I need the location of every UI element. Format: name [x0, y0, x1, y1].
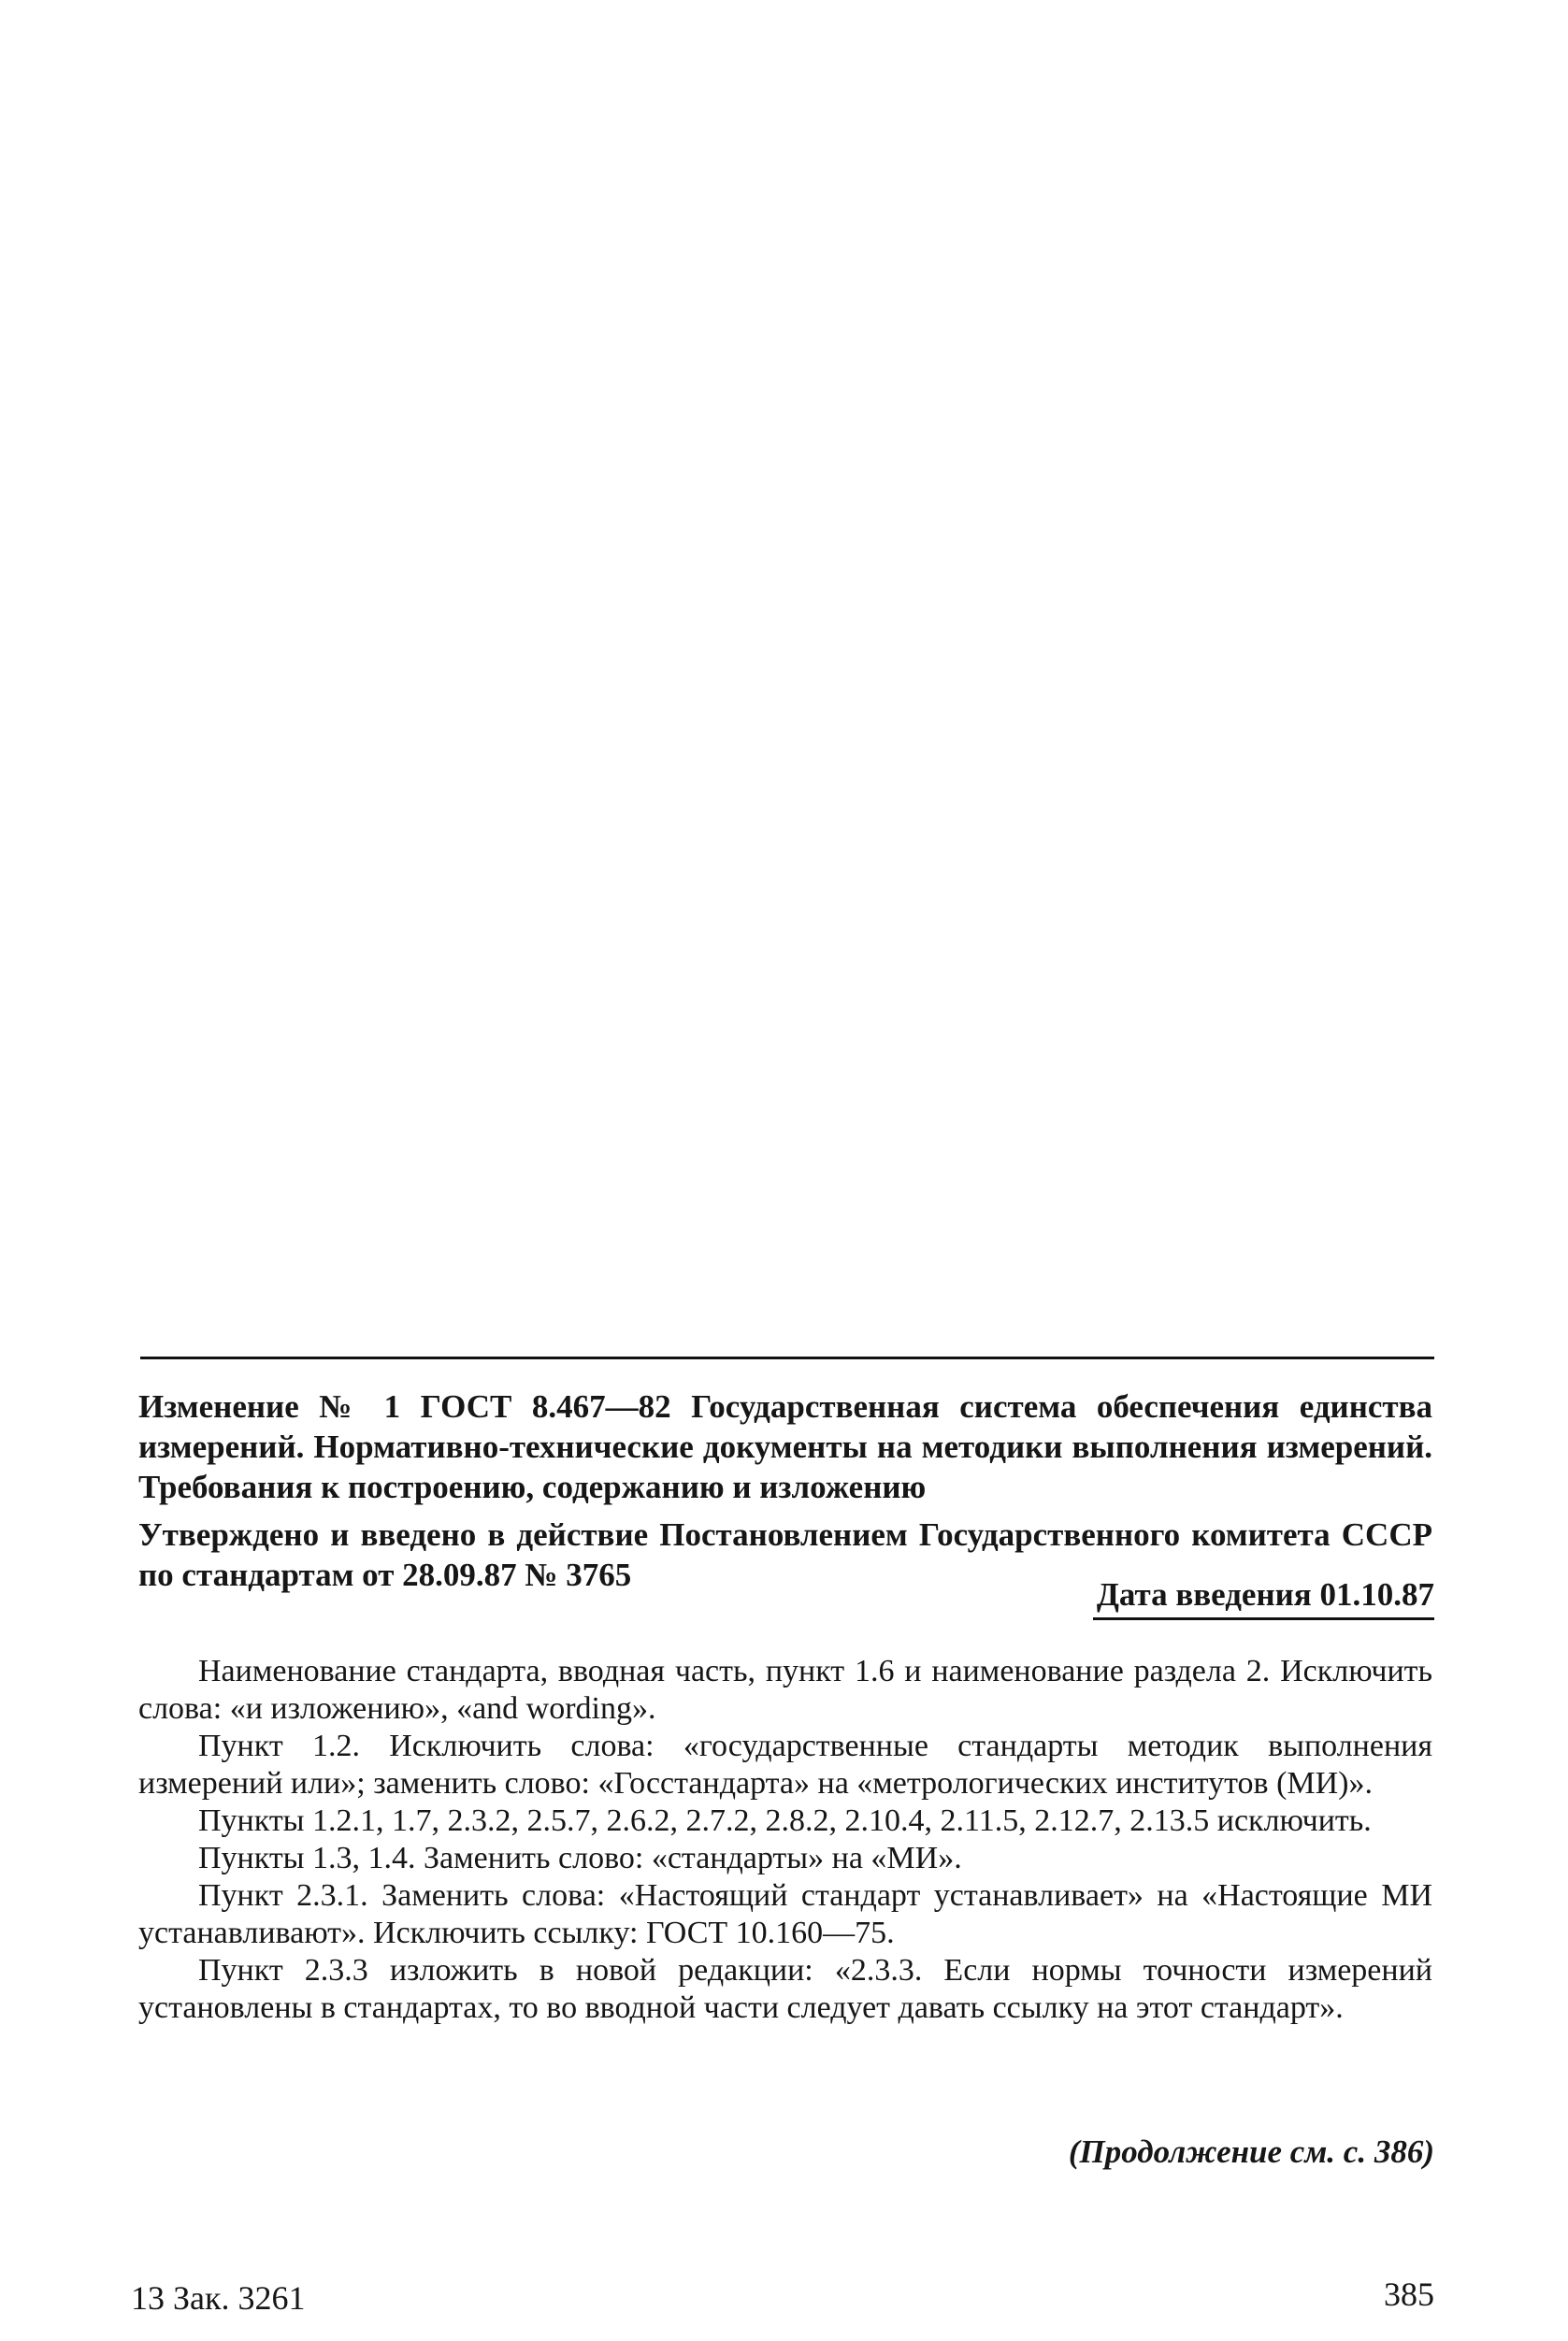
amendment-body: [138, 1653, 1432, 2027]
effective-date: Дата введения 01.10.87: [1093, 1576, 1434, 1620]
page-number: 385: [1384, 2276, 1434, 2313]
print-order-number: 13 Зак. 3261: [131, 2279, 306, 2317]
continuation-note: (Продолжение см. с. 386): [1068, 2133, 1434, 2170]
amendment-title: Изменение № 1 ГОСТ 8.467—82 Государственная система обеспечения единства измерений. Нормативно-технические документы на методики выполнения измерений. Требования к построению, содержанию и изложению: [138, 1388, 1432, 1505]
paragraph: Пункты 1.3, 1.4. Заменить слово: «стандарты» на «МИ».: [198, 1841, 962, 1875]
paragraph: Пункт 2.3.3 изложить в новой редакции: «2.3.3. Если нормы точности измерений установлены в стандартах, то во вводной части следует давать ссылку на этот стандарт».: [138, 1953, 1432, 2025]
effective-date-block: [1093, 1576, 1434, 1620]
paragraph: Пункты 1.2.1, 1.7, 2.3.2, 2.5.7, 2.6.2, 2.7.2, 2.8.2, 2.10.4, 2.11.5, 2.12.7, 2.13.5 исключить.: [198, 1803, 1372, 1838]
paragraph: Пункт 1.2. Исключить слова: «государственные стандарты методик выполнения измерений или»; заменить слово: «Госстандарта» на «метрологических институтов (МИ)».: [138, 1729, 1432, 1801]
approval-statement: Утверждено и введено в действие Постановлением Государственного комитета СССР по стандартам от 28.09.87 № 3765: [138, 1516, 1432, 1593]
paragraph: Наименование стандарта, вводная часть, пункт 1.6 и наименование раздела 2. Исключить слова: «и изложению», «and wording».: [138, 1654, 1432, 1726]
top-divider-rule: [140, 1357, 1434, 1359]
paragraph: Пункт 2.3.1. Заменить слова: «Настоящий стандарт устанавливает» на «Настоящие МИ устанавливают». Исключить ссылку: ГОСТ 10.160—75.: [138, 1878, 1432, 1950]
